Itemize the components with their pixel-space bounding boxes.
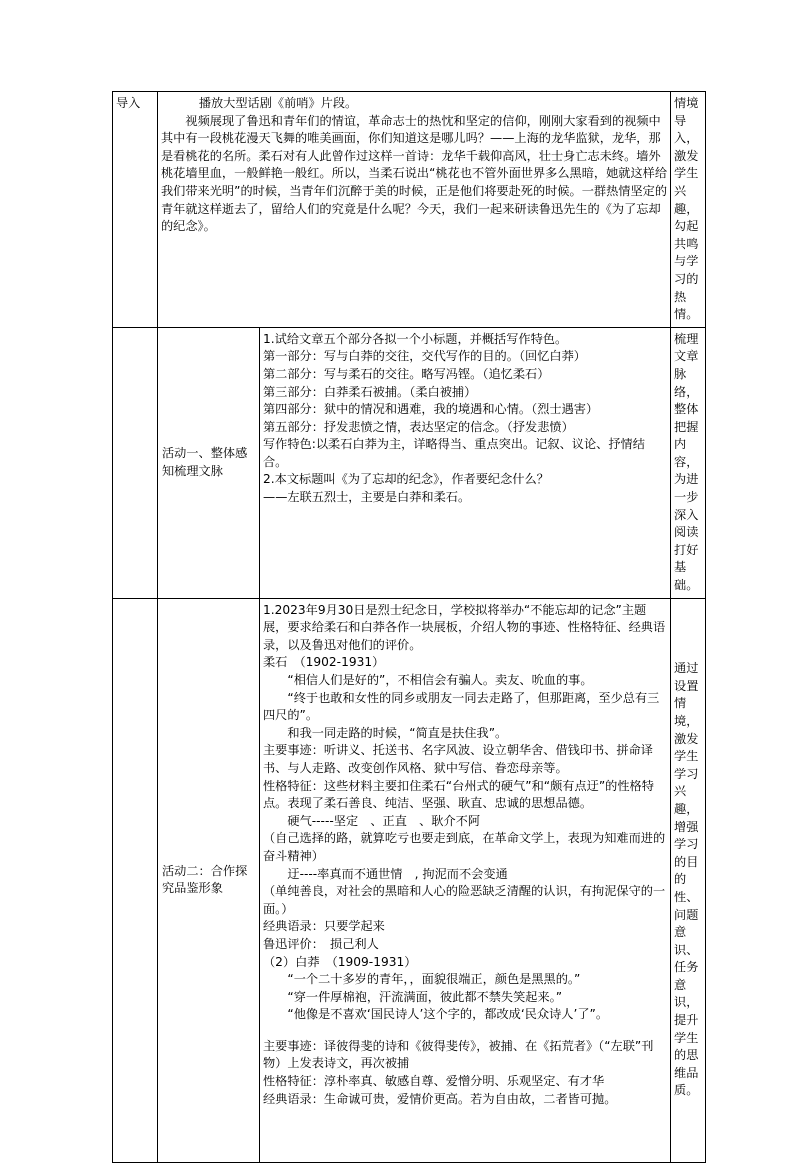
roushi-hard: 硬气-----坚定 、正直 、耿介不阿 [287,813,481,828]
activity-1-line: 第五部分：抒发悲愤之情，表达坚定的信念。（抒发悲愤） [263,419,574,434]
row-activity-1 [113,327,706,598]
activity-1-line: 写作特色:以柔石白莽为主，详略得当、重点突出。记叙、议论、抒情结合。 [263,437,645,469]
activity-2-note: 通过设置情境，激发学生学习兴趣，增强学习的目的性、问题意识、任务意识，提升学生的思维品质。 [671,598,706,1162]
row-intro [113,92,706,328]
baimang-quote: “一个二十多岁的青年，，面貌很端正，颜色是黑黑的。” [287,972,581,987]
roushi-hard-note: （自己选择的路，就算吃亏也要走到底，在革命文学上，表现为知难而进的奋斗精神） [263,831,666,863]
activity-1-line: 2.本文标题叫《为了忘却的纪念》，作者要纪念什么？ [263,472,549,487]
roushi-yu: 迂----率真而不通世情 , 拘泥而不会变通 [287,866,508,881]
lesson-plan-table [112,91,706,1163]
activity-1-line: 第三部分：白莽柔石被捕。（柔白被捕） [263,384,477,399]
activity-1-content [260,327,671,598]
intro-note: 情境导入，激发学生兴趣，勾起共鸣与学习的热情。 [671,92,706,328]
intro-line: 播放大型话剧《前哨》片段。 [198,96,358,110]
roushi-heading: 柔石 （1902-1931） [263,655,385,670]
stage-label-activity-1: 活动一、整体感知梳理文脉 [158,327,260,598]
intro-paragraph: 视频展现了鲁迅和青年们的情谊，革命志士的热忱和坚定的信仰，刚刚大家看到的视频中其中有一段桃花漫天飞舞的唯美画面，你们知道这是哪儿吗？——上海的龙华监狱，龙华，那是看桃花的名所。柔石对有人此曾作过这样一首诗：龙华千载仰高风，壮士身亡志未终。墙外桃花墙里血，一般鲜艳一般红。所以，当柔石说出“桃花也不管外面世界多么黑暗，她就这样给我们带来光明”的时候，当青年们沉醉于美的时候，正是他们将要赴死的时候。一群热情坚定的青年就这样逝去了，留给人们的究竟是什么呢？今天，我们一起来研读鲁迅先生的《为了忘却的纪念》。 [161,113,668,234]
roushi-quote-classic: 经典语录：只要学起来 [263,919,385,934]
row-activity-2 [113,598,706,1162]
activity-1-line: 第二部分：写与柔石的交往。略写冯铿。（追忆柔石） [263,366,550,381]
activity-1-line: 1.试给文章五个部分各拟一个小标题，并概括写作特色。 [263,331,568,346]
roushi-traits: 性格特征：这些材料主要扣住柔石“台州式的硬气”和“颇有点迂”的性格特点。表现了柔石善良、纯洁、坚强、耿直、忠诚的思想品德。 [263,778,654,811]
activity-1-line: 第四部分：狱中的情况和遇难，我的境遇和心情。（烈士遇害） [263,402,599,417]
baimang-heading: （2）白莽 （1909-1931） [263,954,417,969]
stage-label-activity-2: 活动二：合作探究品鉴形象 [158,598,260,1162]
stage-label-intro: 导入 [113,92,158,328]
roushi-quote: “相信人们是好的”，不相信会有骗人。卖友、吮血的事。 [287,673,593,687]
intro-content [158,92,671,328]
activity-1-line: ——左联五烈士，主要是白莽和柔石。 [263,490,471,505]
baimang-traits: 性格特征：淳朴率真、敏感自尊、爱憎分明、乐观坚定、有才华 [263,1074,605,1089]
roushi-evaluation: 鲁迅评价： 损己利人 [263,936,379,951]
baimang-quote: “他像是不喜欢‘国民诗人’这个字的，都改成‘民众诗人’了”。 [287,1007,609,1022]
task-intro: 1.2023年9月30日是烈士纪念日，学校拟将举办“不能忘却的记念”主题展，要求给柔石和白莽各作一块展板，介绍人物的事迹、性格特征、经典语录，以及鲁迅对他们的评价。 [263,602,666,652]
baimang-quote: “穿一件厚棉袍，汗流满面，彼此都不禁失笑起来。” [287,989,563,1004]
roushi-quote: 和我一同走路的时候，“简直是扶住我”。 [287,725,508,740]
baimang-deeds: 主要事迹：译彼得斐的诗和《彼得斐传》，被捕、在《拓荒者》（“左联”刊物）上发表诗文，再次被捕 [263,1038,654,1071]
activity-1-line: 第一部分：写与白莽的交往，交代写作的目的。（回忆白莽） [263,349,586,364]
roushi-yu-note: （单纯善良，对社会的黑暗和人心的险恶缺乏清醒的认识，有拘泥保守的一面。） [263,884,666,916]
activity-1-note: 梳理文章脉络，整体把握内容，为进一步深入阅读打好基础。 [671,327,706,598]
roushi-deeds: 主要事迹：听讲义、托送书、名字风波、设立朝华舍、借钱印书、拼命译书、与人走路、改变创作风格、狱中写信、眷恋母亲等。 [263,743,653,775]
roushi-quote: “终于也敢和女性的同乡或朋友一同去走路了，但那距离，至少总有三四尺的”。 [263,690,660,723]
baimang-quote-classic: 经典语录：生命诚可贵，爱情价更高。若为自由故，二者皆可抛。 [263,1091,617,1106]
activity-2-content [260,598,671,1162]
